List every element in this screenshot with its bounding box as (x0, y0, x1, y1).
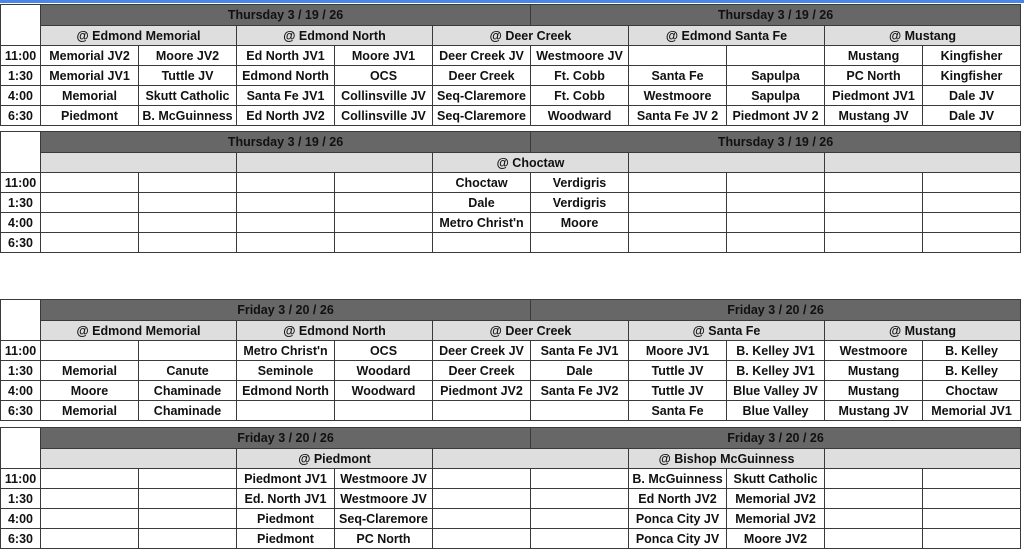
time-slot-row (1, 86, 1021, 106)
team-cell[interactable]: Mustang (825, 46, 923, 66)
team-cell[interactable] (531, 509, 629, 529)
schedule-block (0, 131, 1021, 253)
team-cell[interactable]: Mustang (825, 381, 923, 401)
team-cell[interactable]: Deer Creek JV (433, 46, 531, 66)
team-cell[interactable]: B. Kelley (923, 341, 1021, 361)
venue-header: @ Edmond North (237, 321, 433, 341)
team-cell[interactable] (531, 401, 629, 421)
venue-header: @ Bishop McGuinness (629, 449, 825, 469)
team-cell[interactable]: Woodward (531, 106, 629, 126)
team-cell[interactable]: Ft. Cobb (531, 86, 629, 106)
time-label: 11:00 (1, 46, 41, 66)
time-label: 4:00 (1, 86, 41, 106)
team-cell[interactable] (825, 529, 923, 549)
time-slot-row (1, 233, 1021, 253)
team-cell[interactable]: Dale JV (923, 86, 1021, 106)
team-cell[interactable]: Santa Fe (629, 401, 727, 421)
team-cell[interactable]: Edmond North (237, 381, 335, 401)
team-cell[interactable] (825, 509, 923, 529)
venue-row (1, 26, 1021, 46)
time-label: 6:30 (1, 529, 41, 549)
venue-header: @ Edmond Memorial (41, 26, 237, 46)
team-cell[interactable] (41, 509, 139, 529)
team-cell[interactable] (41, 213, 139, 233)
team-cell[interactable] (923, 529, 1021, 549)
date-banner-row (1, 300, 1021, 321)
team-cell[interactable]: Westmoore JV (335, 489, 433, 509)
team-cell[interactable] (629, 173, 727, 193)
team-cell[interactable]: Choctaw (923, 381, 1021, 401)
team-cell[interactable] (923, 173, 1021, 193)
team-cell[interactable]: Santa Fe JV2 (531, 381, 629, 401)
team-cell[interactable]: Moore JV2 (139, 46, 237, 66)
team-cell[interactable]: Piedmont JV2 (433, 381, 531, 401)
team-cell[interactable]: Seq-Claremore (433, 106, 531, 126)
team-cell[interactable]: Westmoore JV (531, 46, 629, 66)
team-cell[interactable]: Santa Fe JV1 (237, 86, 335, 106)
team-cell[interactable] (825, 173, 923, 193)
team-cell[interactable]: Memorial (41, 401, 139, 421)
team-cell[interactable]: Santa Fe JV1 (531, 341, 629, 361)
team-cell[interactable]: Chaminade (139, 401, 237, 421)
time-slot-row (1, 489, 1021, 509)
corner-cell (1, 428, 41, 469)
team-cell[interactable] (433, 469, 531, 489)
venue-header: @ Piedmont (237, 449, 433, 469)
team-cell[interactable]: Sapulpa (727, 86, 825, 106)
time-slot-row (1, 213, 1021, 233)
date-banner-right: Friday 3 / 20 / 26 (531, 300, 1021, 321)
team-cell[interactable]: Moore JV1 (629, 341, 727, 361)
team-cell[interactable]: Tuttle JV (629, 361, 727, 381)
venue-header (825, 449, 1021, 469)
team-cell[interactable] (41, 193, 139, 213)
team-cell[interactable]: B. McGuinness (139, 106, 237, 126)
time-slot-row (1, 193, 1021, 213)
team-cell[interactable]: Ft. Cobb (531, 66, 629, 86)
team-cell[interactable]: Moore (41, 381, 139, 401)
team-cell[interactable] (531, 469, 629, 489)
team-cell[interactable]: Kingfisher (923, 46, 1021, 66)
team-cell[interactable] (41, 469, 139, 489)
team-cell[interactable] (825, 193, 923, 213)
date-banner-right: Friday 3 / 20 / 26 (531, 428, 1021, 449)
team-cell[interactable] (825, 213, 923, 233)
team-cell[interactable]: Kingfisher (923, 66, 1021, 86)
team-cell[interactable]: Westmoore JV (335, 469, 433, 489)
team-cell[interactable]: Sapulpa (727, 66, 825, 86)
time-slot-row (1, 529, 1021, 549)
corner-cell (1, 300, 41, 341)
team-cell[interactable] (433, 529, 531, 549)
time-label: 11:00 (1, 341, 41, 361)
time-slot-row (1, 469, 1021, 489)
corner-cell (1, 132, 41, 173)
team-cell[interactable] (825, 469, 923, 489)
team-cell[interactable]: Westmoore (629, 86, 727, 106)
venue-header: @ Mustang (825, 321, 1021, 341)
date-banner-left: Friday 3 / 20 / 26 (41, 428, 531, 449)
team-cell[interactable] (433, 509, 531, 529)
team-cell[interactable]: Piedmont (237, 529, 335, 549)
team-cell[interactable]: Ed North JV2 (629, 489, 727, 509)
date-banner-right: Thursday 3 / 19 / 26 (531, 132, 1021, 153)
schedule-block (0, 299, 1021, 421)
date-banner-left: Thursday 3 / 19 / 26 (41, 5, 531, 26)
team-cell[interactable]: Westmoore (825, 341, 923, 361)
time-slot-row (1, 361, 1021, 381)
team-cell[interactable]: Ponca City JV (629, 529, 727, 549)
team-cell[interactable]: Metro Christ'n (237, 341, 335, 361)
team-cell[interactable]: PC North (825, 66, 923, 86)
team-cell[interactable] (433, 233, 531, 253)
team-cell[interactable] (237, 401, 335, 421)
date-banner-row (1, 132, 1021, 153)
team-cell[interactable]: B. McGuinness (629, 469, 727, 489)
team-cell[interactable]: Deer Creek JV (433, 341, 531, 361)
team-cell[interactable] (41, 173, 139, 193)
team-cell[interactable] (629, 233, 727, 253)
team-cell[interactable]: Ed North JV1 (237, 46, 335, 66)
team-cell[interactable]: PC North (335, 529, 433, 549)
team-cell[interactable]: Moore JV2 (727, 529, 825, 549)
date-banner-left: Thursday 3 / 19 / 26 (41, 132, 531, 153)
team-cell[interactable]: Ponca City JV (629, 509, 727, 529)
team-cell[interactable]: Woodward (335, 381, 433, 401)
time-slot-row (1, 46, 1021, 66)
corner-cell (1, 5, 41, 46)
team-cell[interactable] (335, 233, 433, 253)
venue-row (1, 153, 1021, 173)
team-cell[interactable] (433, 401, 531, 421)
team-cell[interactable] (629, 213, 727, 233)
team-cell[interactable] (923, 509, 1021, 529)
team-cell[interactable] (727, 193, 825, 213)
team-cell[interactable]: Memorial JV2 (727, 509, 825, 529)
venue-header: @ Edmond North (237, 26, 433, 46)
team-cell[interactable]: OCS (335, 341, 433, 361)
date-banner-right: Thursday 3 / 19 / 26 (531, 5, 1021, 26)
schedule-block (0, 427, 1021, 549)
time-label: 6:30 (1, 233, 41, 253)
venue-header: @ Edmond Santa Fe (629, 26, 825, 46)
schedule-block (0, 4, 1021, 126)
team-cell[interactable]: Dale (433, 193, 531, 213)
team-cell[interactable] (335, 213, 433, 233)
team-cell[interactable]: Piedmont (41, 106, 139, 126)
time-label: 4:00 (1, 381, 41, 401)
team-cell[interactable]: Memorial JV1 (923, 401, 1021, 421)
time-slot-row (1, 106, 1021, 126)
team-cell[interactable] (923, 489, 1021, 509)
date-banner-left: Friday 3 / 20 / 26 (41, 300, 531, 321)
team-cell[interactable] (531, 233, 629, 253)
team-cell[interactable] (629, 193, 727, 213)
team-cell[interactable]: Chaminade (139, 381, 237, 401)
team-cell[interactable]: B. Kelley JV1 (727, 361, 825, 381)
team-cell[interactable]: Ed. North JV1 (237, 489, 335, 509)
team-cell[interactable] (923, 233, 1021, 253)
team-cell[interactable]: Seq-Claremore (335, 509, 433, 529)
team-cell[interactable]: Mustang JV (825, 401, 923, 421)
team-cell[interactable]: Choctaw (433, 173, 531, 193)
venue-header: @ Deer Creek (433, 321, 629, 341)
team-cell[interactable]: Santa Fe JV 2 (629, 106, 727, 126)
team-cell[interactable]: Metro Christ'n (433, 213, 531, 233)
team-cell[interactable]: Piedmont JV1 (237, 469, 335, 489)
time-slot-row (1, 66, 1021, 86)
date-banner-row (1, 5, 1021, 26)
team-cell[interactable]: Ed North JV2 (237, 106, 335, 126)
team-cell[interactable] (727, 173, 825, 193)
team-cell[interactable]: OCS (335, 66, 433, 86)
venue-header: @ Edmond Memorial (41, 321, 237, 341)
venue-header: @ Santa Fe (629, 321, 825, 341)
team-cell[interactable] (139, 213, 237, 233)
team-cell[interactable]: Seminole (237, 361, 335, 381)
team-cell[interactable] (237, 173, 335, 193)
team-cell[interactable] (139, 341, 237, 361)
team-cell[interactable] (727, 213, 825, 233)
team-cell[interactable]: Verdigris (531, 193, 629, 213)
team-cell[interactable]: Skutt Catholic (727, 469, 825, 489)
venue-header (237, 153, 433, 173)
time-label: 1:30 (1, 489, 41, 509)
venue-header: @ Deer Creek (433, 26, 629, 46)
time-label: 11:00 (1, 173, 41, 193)
team-cell[interactable] (727, 233, 825, 253)
team-cell[interactable]: Deer Creek (433, 361, 531, 381)
team-cell[interactable]: B. Kelley JV1 (727, 341, 825, 361)
time-label: 11:00 (1, 469, 41, 489)
time-label: 1:30 (1, 361, 41, 381)
team-cell[interactable] (923, 469, 1021, 489)
team-cell[interactable] (237, 233, 335, 253)
team-cell[interactable]: Blue Valley (727, 401, 825, 421)
venue-header (433, 449, 629, 469)
team-cell[interactable]: Memorial (41, 86, 139, 106)
team-cell[interactable]: Mustang JV (825, 106, 923, 126)
team-cell[interactable]: Moore (531, 213, 629, 233)
team-cell[interactable]: Santa Fe (629, 66, 727, 86)
team-cell[interactable] (139, 529, 237, 549)
time-slot-row (1, 509, 1021, 529)
time-label: 1:30 (1, 193, 41, 213)
time-label: 1:30 (1, 66, 41, 86)
team-cell[interactable] (923, 213, 1021, 233)
team-cell[interactable]: Piedmont JV1 (825, 86, 923, 106)
team-cell[interactable]: Edmond North (237, 66, 335, 86)
team-cell[interactable] (825, 233, 923, 253)
team-cell[interactable]: Memorial JV2 (41, 46, 139, 66)
team-cell[interactable] (727, 46, 825, 66)
team-cell[interactable]: Collinsville JV (335, 86, 433, 106)
team-cell[interactable] (335, 193, 433, 213)
team-cell[interactable]: Moore JV1 (335, 46, 433, 66)
time-slot-row (1, 173, 1021, 193)
team-cell[interactable]: Dale JV (923, 106, 1021, 126)
time-slot-row (1, 381, 1021, 401)
venue-row (1, 449, 1021, 469)
team-cell[interactable] (41, 233, 139, 253)
venue-header (629, 153, 825, 173)
time-label: 4:00 (1, 213, 41, 233)
team-cell[interactable]: Dale (531, 361, 629, 381)
time-label: 6:30 (1, 401, 41, 421)
team-cell[interactable] (139, 489, 237, 509)
team-cell[interactable]: Collinsville JV (335, 106, 433, 126)
venue-header (825, 153, 1021, 173)
team-cell[interactable] (41, 529, 139, 549)
team-cell[interactable] (531, 489, 629, 509)
team-cell[interactable] (139, 469, 237, 489)
team-cell[interactable] (923, 193, 1021, 213)
time-label: 6:30 (1, 106, 41, 126)
team-cell[interactable]: Tuttle JV (139, 66, 237, 86)
team-cell[interactable] (335, 401, 433, 421)
team-cell[interactable]: Tuttle JV (629, 381, 727, 401)
team-cell[interactable]: Memorial JV1 (41, 66, 139, 86)
team-cell[interactable] (825, 489, 923, 509)
top-accent-line (0, 0, 1024, 3)
team-cell[interactable]: Memorial JV2 (727, 489, 825, 509)
date-banner-row (1, 428, 1021, 449)
team-cell[interactable]: Memorial (41, 361, 139, 381)
team-cell[interactable]: Deer Creek (433, 66, 531, 86)
team-cell[interactable] (237, 213, 335, 233)
venue-row (1, 321, 1021, 341)
team-cell[interactable]: Piedmont JV 2 (727, 106, 825, 126)
team-cell[interactable]: Verdigris (531, 173, 629, 193)
team-cell[interactable]: Piedmont (237, 509, 335, 529)
time-slot-row (1, 401, 1021, 421)
team-cell[interactable] (41, 489, 139, 509)
team-cell[interactable]: Seq-Claremore (433, 86, 531, 106)
venue-header: @ Choctaw (433, 153, 629, 173)
team-cell[interactable]: Blue Valley JV (727, 381, 825, 401)
time-slot-row (1, 341, 1021, 361)
team-cell[interactable] (139, 509, 237, 529)
team-cell[interactable]: Mustang (825, 361, 923, 381)
team-cell[interactable] (237, 193, 335, 213)
team-cell[interactable] (139, 193, 237, 213)
venue-header (41, 153, 237, 173)
team-cell[interactable]: Skutt Catholic (139, 86, 237, 106)
team-cell[interactable] (531, 529, 629, 549)
team-cell[interactable] (433, 489, 531, 509)
venue-header: @ Mustang (825, 26, 1021, 46)
team-cell[interactable] (629, 46, 727, 66)
team-cell[interactable]: B. Kelley (923, 361, 1021, 381)
venue-header (41, 449, 237, 469)
team-cell[interactable] (41, 341, 139, 361)
time-label: 4:00 (1, 509, 41, 529)
team-cell[interactable]: Woodard (335, 361, 433, 381)
team-cell[interactable] (139, 233, 237, 253)
team-cell[interactable] (335, 173, 433, 193)
team-cell[interactable]: Canute (139, 361, 237, 381)
team-cell[interactable] (139, 173, 237, 193)
